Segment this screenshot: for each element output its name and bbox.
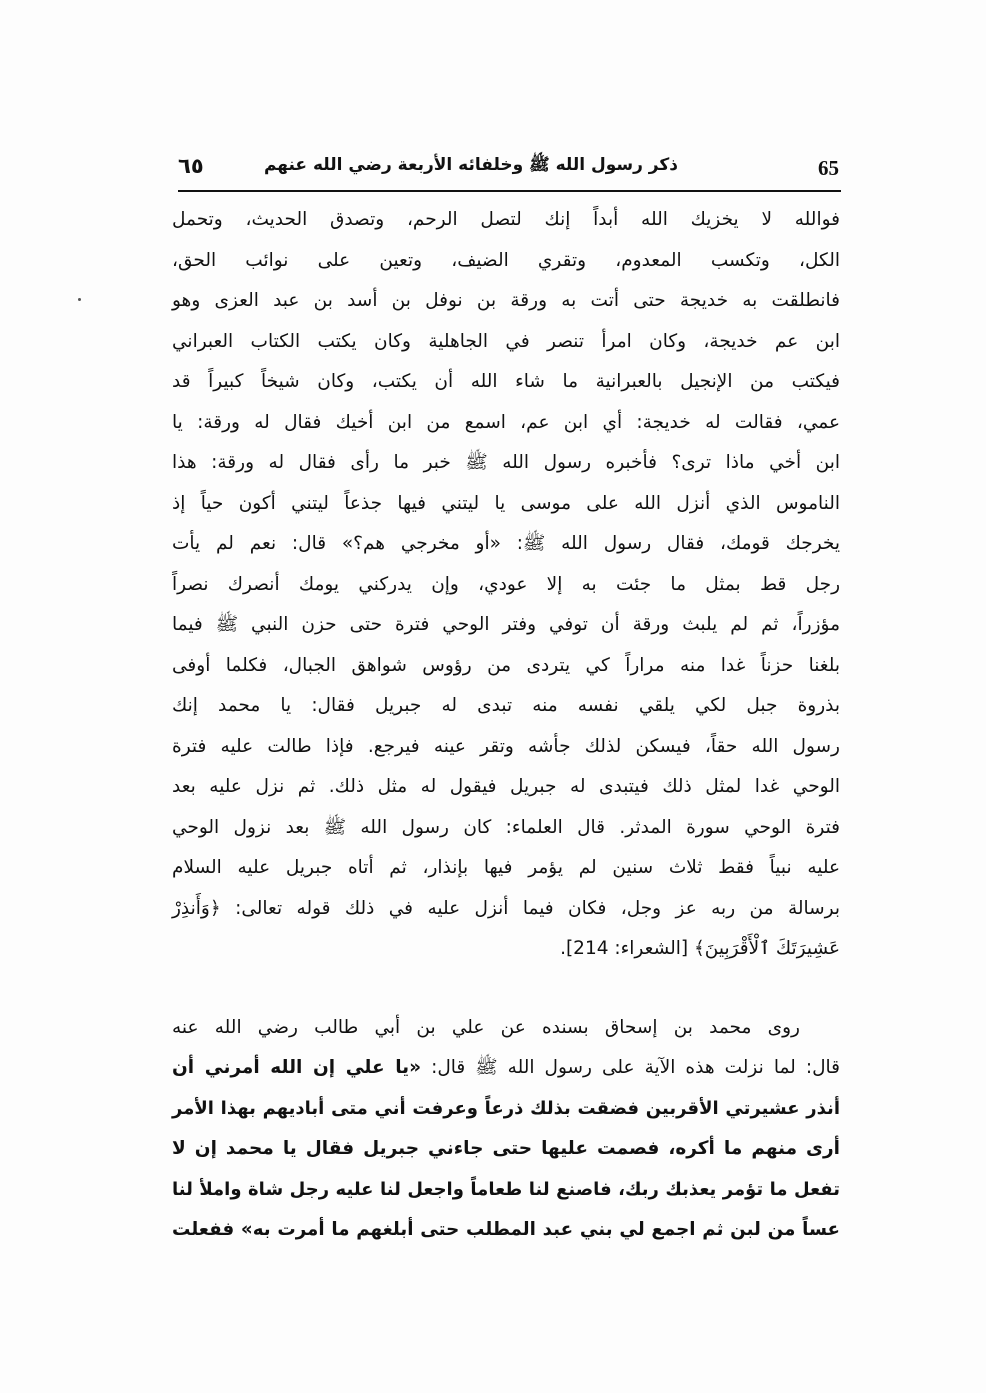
body-text bbox=[172, 200, 840, 1251]
text-line: الكل، وتكسب المعدوم، وتقري الضيف، وتعين على نوائب الحق، bbox=[172, 249, 840, 271]
text-line: روى محمد بن إسحاق بسنده عن علي بن أبي طالب رضي الله عنه bbox=[172, 1016, 800, 1038]
page-header bbox=[178, 150, 840, 186]
hadith-quote-segment: «يا علي إن الله أمرني أن bbox=[172, 1057, 422, 1078]
hadith-line: أرى منهم ما أكره، فصمت عليها حتى جاءني جبريل فقال يا محمد إن لا bbox=[172, 1138, 840, 1159]
text-line: برسالة من ربه عز وجل، فكان فيما أنزل عليه في ذلك قوله تعالى: ﴿وَأَنذِرْ bbox=[172, 897, 840, 919]
hadith-line: تفعل ما تؤمر يعذبك ربك، فاصنع لنا طعاماً واجعل لنا عليه رجل شاة واملأ لنا bbox=[172, 1178, 840, 1200]
text-line: فترة الوحي سورة المدثر. قال العلماء: كان رسول الله ﷺ بعد نزول الوحي bbox=[172, 816, 840, 838]
text-line: ابن أخي ماذا ترى؟ فأخبره رسول الله ﷺ خبر ما رأى فقال له ورقة: هذا bbox=[172, 452, 840, 473]
paragraph-2 bbox=[172, 1008, 840, 1251]
text-line: مؤزراً، ثم لم يلبث ورقة أن توفي وفتر الوحي فترة حتى حزن النبي ﷺ فيما bbox=[172, 614, 840, 635]
paragraph-1 bbox=[172, 200, 840, 970]
hadith-line: عساً من لبن ثم اجمع لي بني عبد المطلب حتى أبلغهم ما أمرت به» ففعلت bbox=[172, 1219, 840, 1240]
text-line: الوحي غدا لمثل ذلك فيتبدى له جبريل فيقول له مثل ذلك. ثم نزل عليه بعد bbox=[172, 776, 840, 797]
text-line: عليه نبياً فقط ثلاث سنين لم يؤمر فيها بإنذار، ثم أتاه جبريل عليه السلام bbox=[172, 857, 840, 878]
text-line: رسول الله حقاً، فيسكن لذلك جأشه وتقر عينه فيرجع. فإذا طالت عليه فترة bbox=[172, 735, 840, 757]
text-line: بلغنا حزناً غدا منه مراراً كي يتردى من رؤوس شواهق الجبال، فكلما أوفى bbox=[172, 654, 840, 676]
text-line: فيكتب من الإنجيل بالعبرانية ما شاء الله أن يكتب، وكان شيخاً كبيراً قد bbox=[172, 371, 840, 392]
text-line: فوالله لا يخزيك الله أبداً إنك لتصل الرحم، وتصدق الحديث، وتحمل bbox=[172, 209, 840, 230]
text-line-mixed bbox=[172, 1048, 840, 1089]
text-line: ابن عم خديجة، وكان امرأ تنصر في الجاهلية وكان يكتب الكتاب العبراني bbox=[172, 330, 840, 352]
text-line: رجل قط بمثل ما جئت به إلا عودي، وإن يدركني يومك أنصرك نصراً bbox=[172, 573, 840, 595]
margin-mark bbox=[78, 298, 81, 301]
paragraph-gap bbox=[172, 970, 840, 1008]
text-line-quran-citation: عَشِيرَتَكَ ٱلْأَقْرَبِينَ﴾ [الشعراء: 214]. bbox=[560, 938, 840, 959]
text-line: عمي، فقالت له خديجة: أي ابن عم، اسمع من ابن أخيك فقال له ورقة: يا bbox=[172, 411, 840, 433]
running-title: ذكر رسول الله ﷺ وخلفائه الأربعة رضي الله عنهم bbox=[263, 155, 678, 175]
text-line: فانطلقت به خديجة حتى أتت به ورقة بن نوفل بن أسد بن عبد العزى وهو bbox=[172, 290, 840, 311]
text-line: الناموس الذي أنزل الله على موسى يا ليتني فيها جذعاً ليتني أكون حياً إذ bbox=[172, 492, 840, 514]
text-line: بذروة جبل لكي يلقي نفسه منه تبدى له جبريل فقال: يا محمد إنك bbox=[172, 695, 840, 716]
header-rule bbox=[178, 190, 841, 192]
text-line: يخرجك قومك، فقال رسول الله ﷺ: «أو مخرجي هم؟» قال: نعم لم يأت bbox=[172, 533, 840, 554]
hadith-line: أنذر عشيرتي الأقربين فضقت بذلك ذرعاً وعرفت أني متى أباديهم بهذا الأمر bbox=[172, 1097, 840, 1119]
text-segment: قال: لما نزلت هذه الآية على رسول الله ﷺ قال: bbox=[421, 1057, 840, 1078]
page-number-arabic: ٦٥ bbox=[178, 154, 204, 178]
page-number-latin: 65 bbox=[818, 156, 839, 180]
